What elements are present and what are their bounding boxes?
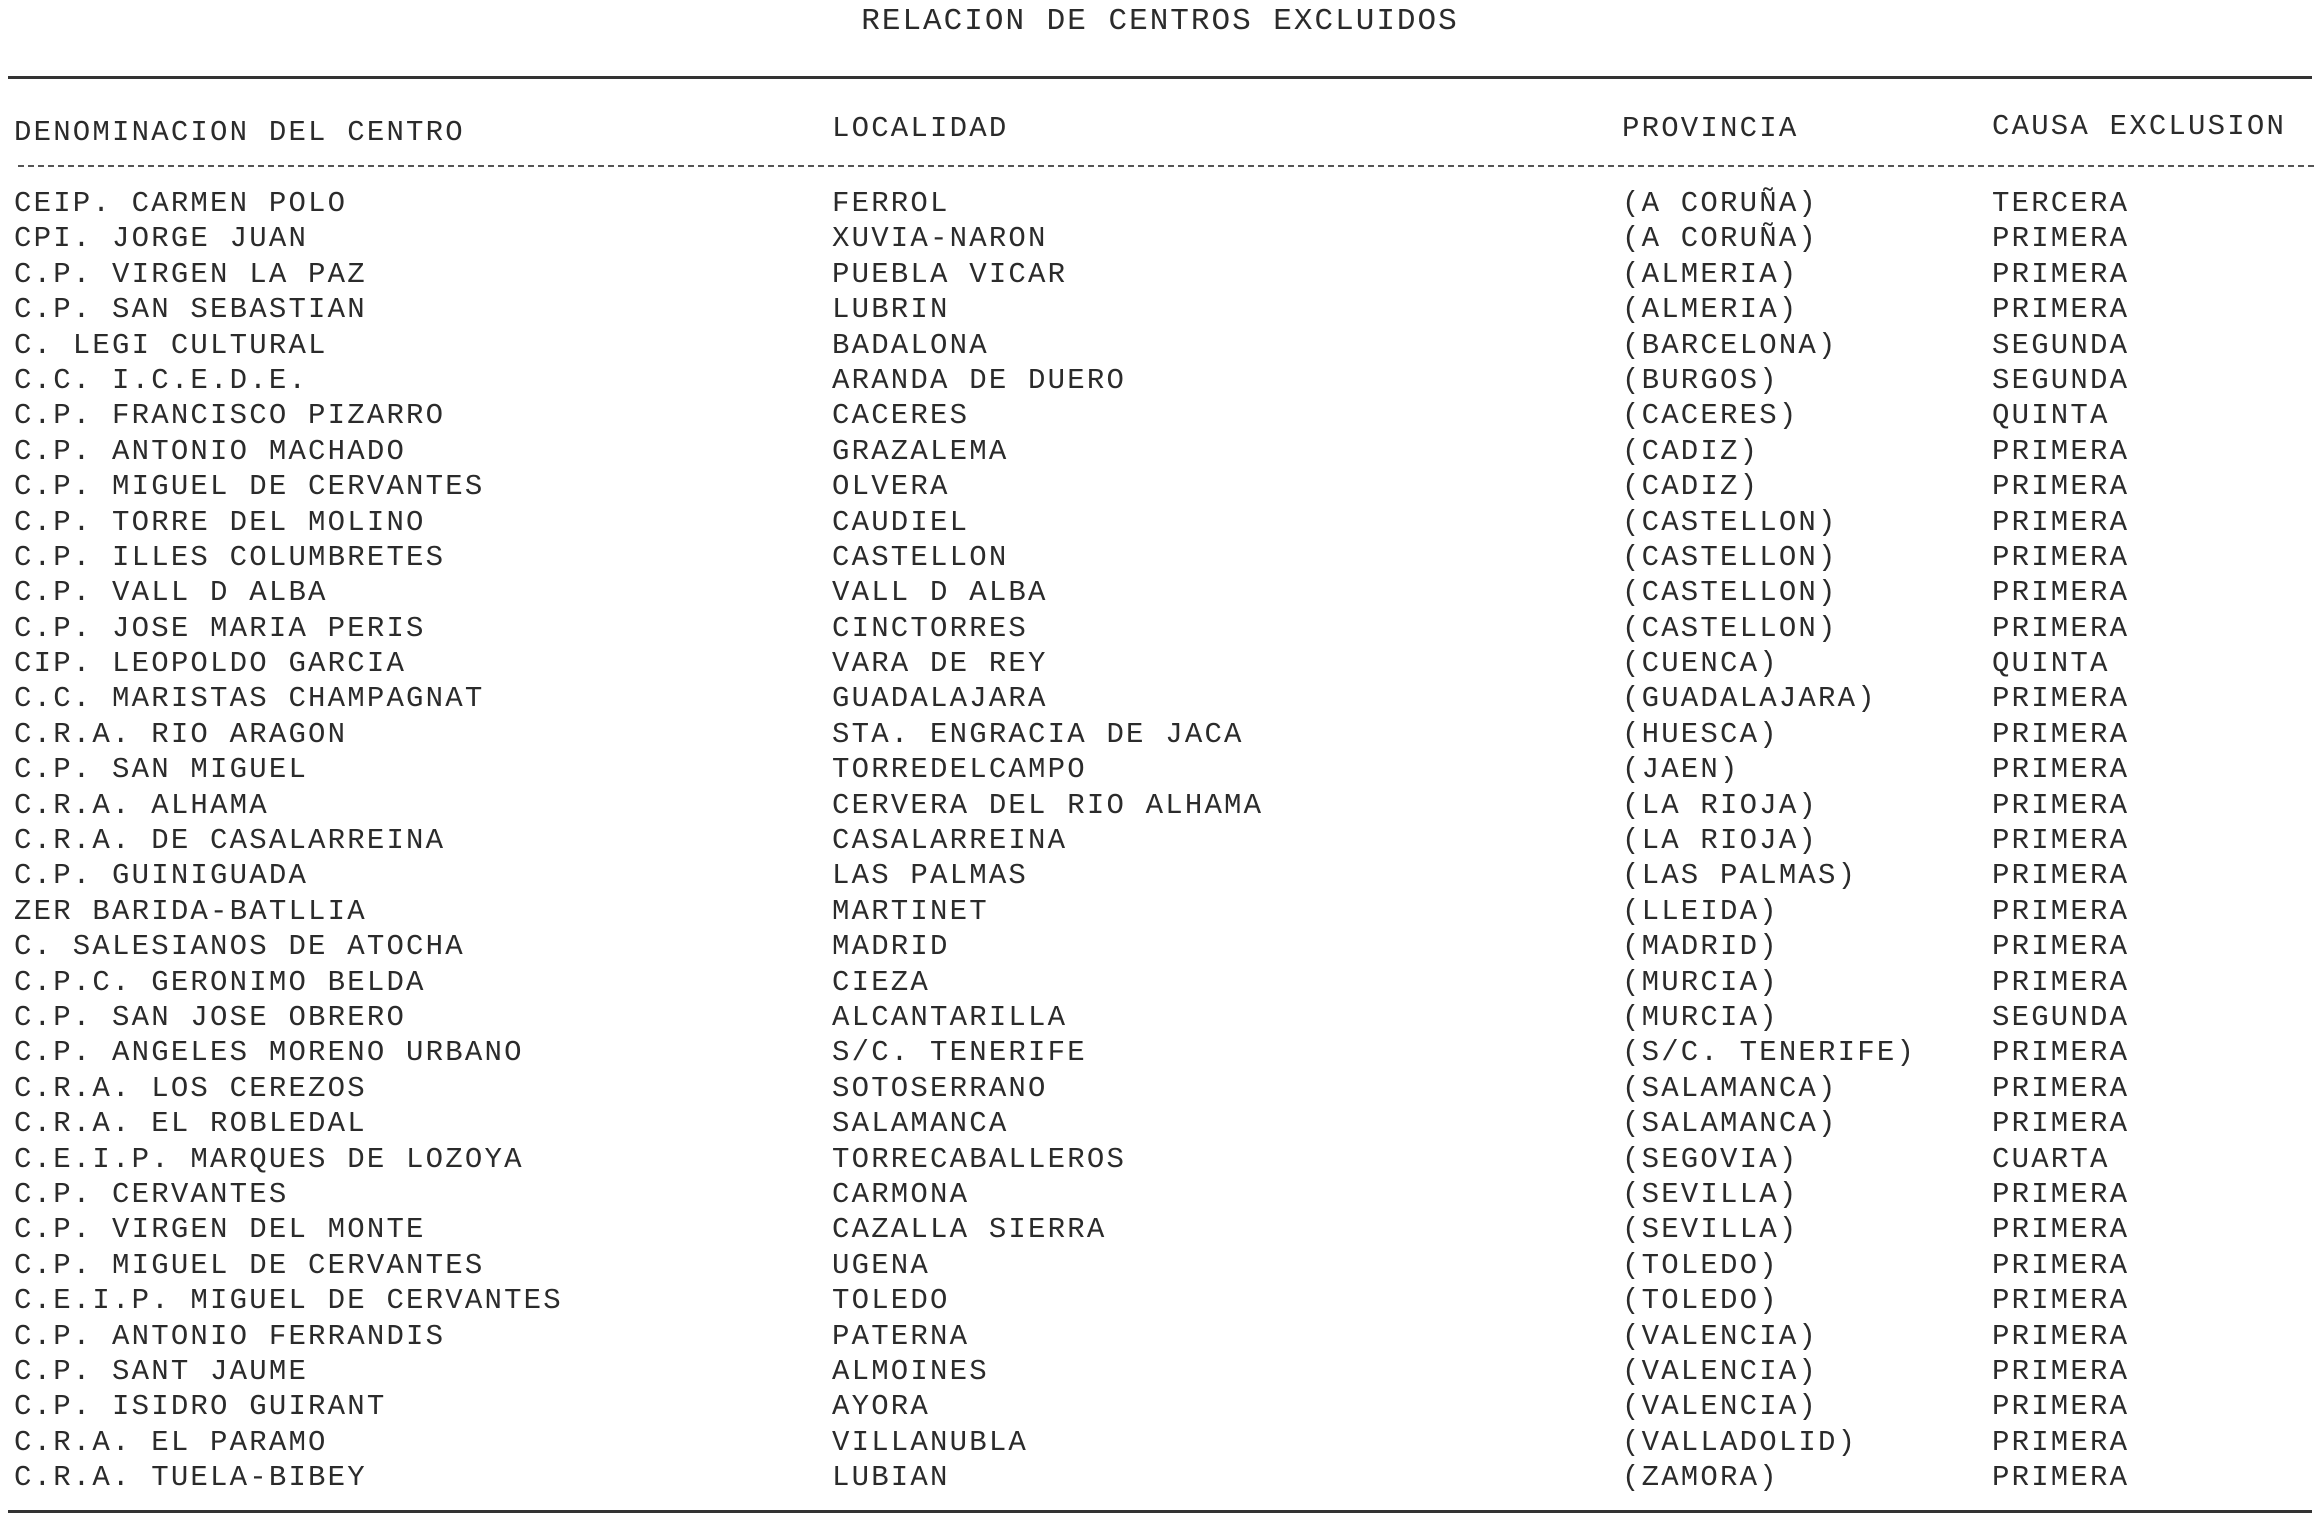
cell-provincia: (VALLADOLID) xyxy=(1622,1425,1858,1459)
cell-causa: PRIMERA xyxy=(1992,965,2130,999)
header-localidad: LOCALIDAD xyxy=(832,112,1009,145)
cell-provincia: (LA RIOJA) xyxy=(1622,788,1819,822)
cell-provincia: (CACERES) xyxy=(1622,399,1799,433)
cell-provincia: (VALENCIA) xyxy=(1622,1390,1819,1424)
table-body xyxy=(0,187,2320,1496)
cell-provincia: (JAEN) xyxy=(1622,753,1740,787)
table-row xyxy=(0,753,2320,788)
cell-centro: C.P. MIGUEL DE CERVANTES xyxy=(14,470,485,504)
cell-provincia: (ZAMORA) xyxy=(1622,1461,1779,1495)
cell-causa: PRIMERA xyxy=(1992,1248,2130,1282)
cell-centro: C.P. VIRGEN LA PAZ xyxy=(14,257,367,291)
bottom-rule xyxy=(8,1510,2312,1513)
cell-centro: ZER BARIDA-BATLLIA xyxy=(14,894,367,928)
cell-causa: PRIMERA xyxy=(1992,1461,2130,1495)
table-row xyxy=(0,930,2320,965)
header-causa: CAUSA EXCLUSION xyxy=(1992,110,2287,143)
table-row xyxy=(0,1390,2320,1425)
cell-centro: C.P. SAN MIGUEL xyxy=(14,753,309,787)
cell-causa: PRIMERA xyxy=(1992,788,2130,822)
cell-provincia: (SALAMANCA) xyxy=(1622,1071,1838,1105)
cell-centro: C.P. JOSE MARIA PERIS xyxy=(14,611,426,645)
cell-localidad: ARANDA DE DUERO xyxy=(832,363,1127,397)
cell-provincia: (VALENCIA) xyxy=(1622,1354,1819,1388)
cell-localidad: SOTOSERRANO xyxy=(832,1071,1048,1105)
table-row xyxy=(0,1178,2320,1213)
cell-localidad: STA. ENGRACIA DE JACA xyxy=(832,717,1244,751)
table-row xyxy=(0,222,2320,257)
cell-localidad: S/C. TENERIFE xyxy=(832,1036,1087,1070)
cell-causa: PRIMERA xyxy=(1992,859,2130,893)
cell-centro: C.P. TORRE DEL MOLINO xyxy=(14,505,426,539)
cell-centro: CEIP. CARMEN POLO xyxy=(14,187,348,220)
cell-centro: C.C. MARISTAS CHAMPAGNAT xyxy=(14,682,485,716)
cell-provincia: (CUENCA) xyxy=(1622,647,1779,681)
cell-localidad: CIEZA xyxy=(832,965,931,999)
cell-provincia: (SEVILLA) xyxy=(1622,1213,1799,1247)
cell-centro: C.P. ANTONIO MACHADO xyxy=(14,434,407,468)
cell-provincia: (MADRID) xyxy=(1622,930,1779,964)
cell-provincia: (ALMERIA) xyxy=(1622,257,1799,291)
cell-provincia: (CASTELLON) xyxy=(1622,540,1838,574)
cell-centro: C.P. GUINIGUADA xyxy=(14,859,309,893)
cell-centro: C.C. I.C.E.D.E. xyxy=(14,363,309,397)
cell-centro: C. LEGI CULTURAL xyxy=(14,328,328,362)
cell-centro: C.R.A. TUELA-BIBEY xyxy=(14,1461,367,1495)
table-row xyxy=(0,682,2320,717)
cell-causa: SEGUNDA xyxy=(1992,1000,2130,1034)
cell-centro: C.P. SAN SEBASTIAN xyxy=(14,293,367,327)
cell-localidad: GRAZALEMA xyxy=(832,434,1009,468)
table-row xyxy=(0,293,2320,328)
table-row xyxy=(0,470,2320,505)
cell-causa: PRIMERA xyxy=(1992,1177,2130,1211)
cell-provincia: (TOLEDO) xyxy=(1622,1284,1779,1318)
table-row xyxy=(0,1036,2320,1071)
table-row xyxy=(0,541,2320,576)
table-row xyxy=(0,1320,2320,1355)
cell-provincia: (CADIZ) xyxy=(1622,434,1760,468)
cell-localidad: CASTELLON xyxy=(832,540,1009,574)
cell-localidad: XUVIA-NARON xyxy=(832,222,1048,256)
header-denominacion: DENOMINACION DEL CENTRO xyxy=(14,116,465,149)
cell-provincia: (BARCELONA) xyxy=(1622,328,1838,362)
table-row xyxy=(0,576,2320,611)
top-rule xyxy=(8,76,2312,79)
cell-provincia: (MURCIA) xyxy=(1622,965,1779,999)
cell-causa: PRIMERA xyxy=(1992,1319,2130,1353)
table-row xyxy=(0,364,2320,399)
cell-causa: SEGUNDA xyxy=(1992,328,2130,362)
cell-centro: C.P. VALL D ALBA xyxy=(14,576,328,610)
table-row xyxy=(0,859,2320,894)
table-row xyxy=(0,1143,2320,1178)
cell-centro: C.R.A. EL ROBLEDAL xyxy=(14,1107,367,1141)
cell-centro: C.P. VIRGEN DEL MONTE xyxy=(14,1213,426,1247)
cell-centro: C.E.I.P. MIGUEL DE CERVANTES xyxy=(14,1284,563,1318)
cell-causa: CUARTA xyxy=(1992,1142,2110,1176)
cell-localidad: TORREDELCAMPO xyxy=(832,753,1087,787)
cell-provincia: (CADIZ) xyxy=(1622,470,1760,504)
cell-centro: C.R.A. LOS CEREZOS xyxy=(14,1071,367,1105)
cell-localidad: ALCANTARILLA xyxy=(832,1000,1068,1034)
cell-centro: C.P. SANT JAUME xyxy=(14,1354,309,1388)
cell-centro: C.P. ISIDRO GUIRANT xyxy=(14,1390,387,1424)
cell-provincia: (BURGOS) xyxy=(1622,363,1779,397)
cell-localidad: CARMONA xyxy=(832,1177,970,1211)
table-header xyxy=(0,110,2320,156)
cell-provincia: (A CORUÑA) xyxy=(1622,187,1819,220)
cell-centro: C.R.A. RIO ARAGON xyxy=(14,717,348,751)
cell-localidad: AYORA xyxy=(832,1390,931,1424)
cell-causa: PRIMERA xyxy=(1992,1425,2130,1459)
cell-provincia: (LAS PALMAS) xyxy=(1622,859,1858,893)
cell-causa: PRIMERA xyxy=(1992,540,2130,574)
table-row xyxy=(0,1426,2320,1461)
table-row xyxy=(0,612,2320,647)
table-row xyxy=(0,966,2320,1001)
table-row xyxy=(0,329,2320,364)
cell-causa: PRIMERA xyxy=(1992,1071,2130,1105)
cell-provincia: (S/C. TENERIFE) xyxy=(1622,1036,1917,1070)
cell-causa: PRIMERA xyxy=(1992,1284,2130,1318)
cell-causa: PRIMERA xyxy=(1992,470,2130,504)
cell-provincia: (MURCIA) xyxy=(1622,1000,1779,1034)
cell-centro: C.P. FRANCISCO PIZARRO xyxy=(14,399,446,433)
cell-causa: PRIMERA xyxy=(1992,505,2130,539)
cell-causa: PRIMERA xyxy=(1992,434,2130,468)
cell-centro: CPI. JORGE JUAN xyxy=(14,222,309,256)
cell-localidad: CACERES xyxy=(832,399,970,433)
cell-causa: PRIMERA xyxy=(1992,824,2130,858)
table-row xyxy=(0,187,2320,222)
cell-localidad: TORRECABALLEROS xyxy=(832,1142,1127,1176)
cell-provincia: (VALENCIA) xyxy=(1622,1319,1819,1353)
cell-localidad: CASALARREINA xyxy=(832,824,1068,858)
cell-centro: C.P.C. GERONIMO BELDA xyxy=(14,965,426,999)
table-row xyxy=(0,506,2320,541)
table-row xyxy=(0,1072,2320,1107)
table-row xyxy=(0,647,2320,682)
cell-centro: CIP. LEOPOLDO GARCIA xyxy=(14,647,407,681)
cell-centro: C.P. ANGELES MORENO URBANO xyxy=(14,1036,524,1070)
cell-centro: C.R.A. DE CASALARREINA xyxy=(14,824,446,858)
cell-localidad: VARA DE REY xyxy=(832,647,1048,681)
cell-centro: C. SALESIANOS DE ATOCHA xyxy=(14,930,465,964)
cell-localidad: OLVERA xyxy=(832,470,950,504)
cell-provincia: (ALMERIA) xyxy=(1622,293,1799,327)
cell-centro: C.R.A. ALHAMA xyxy=(14,788,269,822)
cell-localidad: CINCTORRES xyxy=(832,611,1029,645)
cell-causa: PRIMERA xyxy=(1992,717,2130,751)
cell-provincia: (TOLEDO) xyxy=(1622,1248,1779,1282)
cell-causa: PRIMERA xyxy=(1992,1107,2130,1141)
cell-localidad: VALL D ALBA xyxy=(832,576,1048,610)
cell-centro: C.P. SAN JOSE OBRERO xyxy=(14,1000,407,1034)
cell-causa: PRIMERA xyxy=(1992,1036,2130,1070)
cell-provincia: (CASTELLON) xyxy=(1622,611,1838,645)
cell-localidad: MARTINET xyxy=(832,894,989,928)
cell-localidad: LAS PALMAS xyxy=(832,859,1029,893)
cell-provincia: (SEVILLA) xyxy=(1622,1177,1799,1211)
cell-provincia: (HUESCA) xyxy=(1622,717,1779,751)
table-row xyxy=(0,824,2320,859)
cell-localidad: BADALONA xyxy=(832,328,989,362)
cell-causa: PRIMERA xyxy=(1992,753,2130,787)
cell-localidad: CERVERA DEL RIO ALHAMA xyxy=(832,788,1264,822)
cell-localidad: GUADALAJARA xyxy=(832,682,1048,716)
cell-causa: PRIMERA xyxy=(1992,682,2130,716)
cell-localidad: CAZALLA SIERRA xyxy=(832,1213,1107,1247)
header-separator xyxy=(18,165,2314,167)
cell-centro: C.P. ANTONIO FERRANDIS xyxy=(14,1319,446,1353)
cell-provincia: (A CORUÑA) xyxy=(1622,222,1819,256)
table-row xyxy=(0,258,2320,293)
cell-causa: QUINTA xyxy=(1992,399,2110,433)
cell-localidad: LUBRIN xyxy=(832,293,950,327)
cell-provincia: (LA RIOJA) xyxy=(1622,824,1819,858)
cell-centro: C.E.I.P. MARQUES DE LOZOYA xyxy=(14,1142,524,1176)
cell-causa: PRIMERA xyxy=(1992,1354,2130,1388)
cell-localidad: CAUDIEL xyxy=(832,505,970,539)
document-title: RELACION DE CENTROS EXCLUIDOS xyxy=(861,4,1459,39)
cell-localidad: UGENA xyxy=(832,1248,931,1282)
header-provincia: PROVINCIA xyxy=(1622,112,1799,145)
cell-localidad: FERROL xyxy=(832,187,950,220)
cell-localidad: PATERNA xyxy=(832,1319,970,1353)
cell-causa: PRIMERA xyxy=(1992,293,2130,327)
cell-causa: PRIMERA xyxy=(1992,222,2130,256)
cell-causa: PRIMERA xyxy=(1992,611,2130,645)
cell-causa: QUINTA xyxy=(1992,647,2110,681)
cell-provincia: (LLEIDA) xyxy=(1622,894,1779,928)
table-row xyxy=(0,789,2320,824)
cell-causa: TERCERA xyxy=(1992,187,2130,220)
cell-localidad: TOLEDO xyxy=(832,1284,950,1318)
cell-provincia: (GUADALAJARA) xyxy=(1622,682,1877,716)
cell-localidad: VILLANUBLA xyxy=(832,1425,1029,1459)
table-row xyxy=(0,1213,2320,1248)
table-row xyxy=(0,895,2320,930)
cell-centro: C.R.A. EL PARAMO xyxy=(14,1425,328,1459)
table-row xyxy=(0,399,2320,434)
table-row xyxy=(0,718,2320,753)
cell-provincia: (CASTELLON) xyxy=(1622,576,1838,610)
cell-centro: C.P. MIGUEL DE CERVANTES xyxy=(14,1248,485,1282)
cell-provincia: (CASTELLON) xyxy=(1622,505,1838,539)
cell-causa: SEGUNDA xyxy=(1992,363,2130,397)
cell-causa: PRIMERA xyxy=(1992,576,2130,610)
cell-causa: PRIMERA xyxy=(1992,1390,2130,1424)
table-row xyxy=(0,1284,2320,1319)
cell-centro: C.P. ILLES COLUMBRETES xyxy=(14,540,446,574)
cell-localidad: ALMOINES xyxy=(832,1354,989,1388)
table-row xyxy=(0,1001,2320,1036)
cell-causa: PRIMERA xyxy=(1992,257,2130,291)
cell-localidad: LUBIAN xyxy=(832,1461,950,1495)
cell-localidad: SALAMANCA xyxy=(832,1107,1009,1141)
cell-provincia: (SALAMANCA) xyxy=(1622,1107,1838,1141)
table-row xyxy=(0,1461,2320,1496)
cell-causa: PRIMERA xyxy=(1992,930,2130,964)
cell-localidad: MADRID xyxy=(832,930,950,964)
table-row xyxy=(0,1355,2320,1390)
table-row xyxy=(0,1107,2320,1142)
table-row xyxy=(0,1249,2320,1284)
cell-provincia: (SEGOVIA) xyxy=(1622,1142,1799,1176)
cell-centro: C.P. CERVANTES xyxy=(14,1177,289,1211)
cell-localidad: PUEBLA VICAR xyxy=(832,257,1068,291)
cell-causa: PRIMERA xyxy=(1992,894,2130,928)
cell-causa: PRIMERA xyxy=(1992,1213,2130,1247)
table-row xyxy=(0,435,2320,470)
